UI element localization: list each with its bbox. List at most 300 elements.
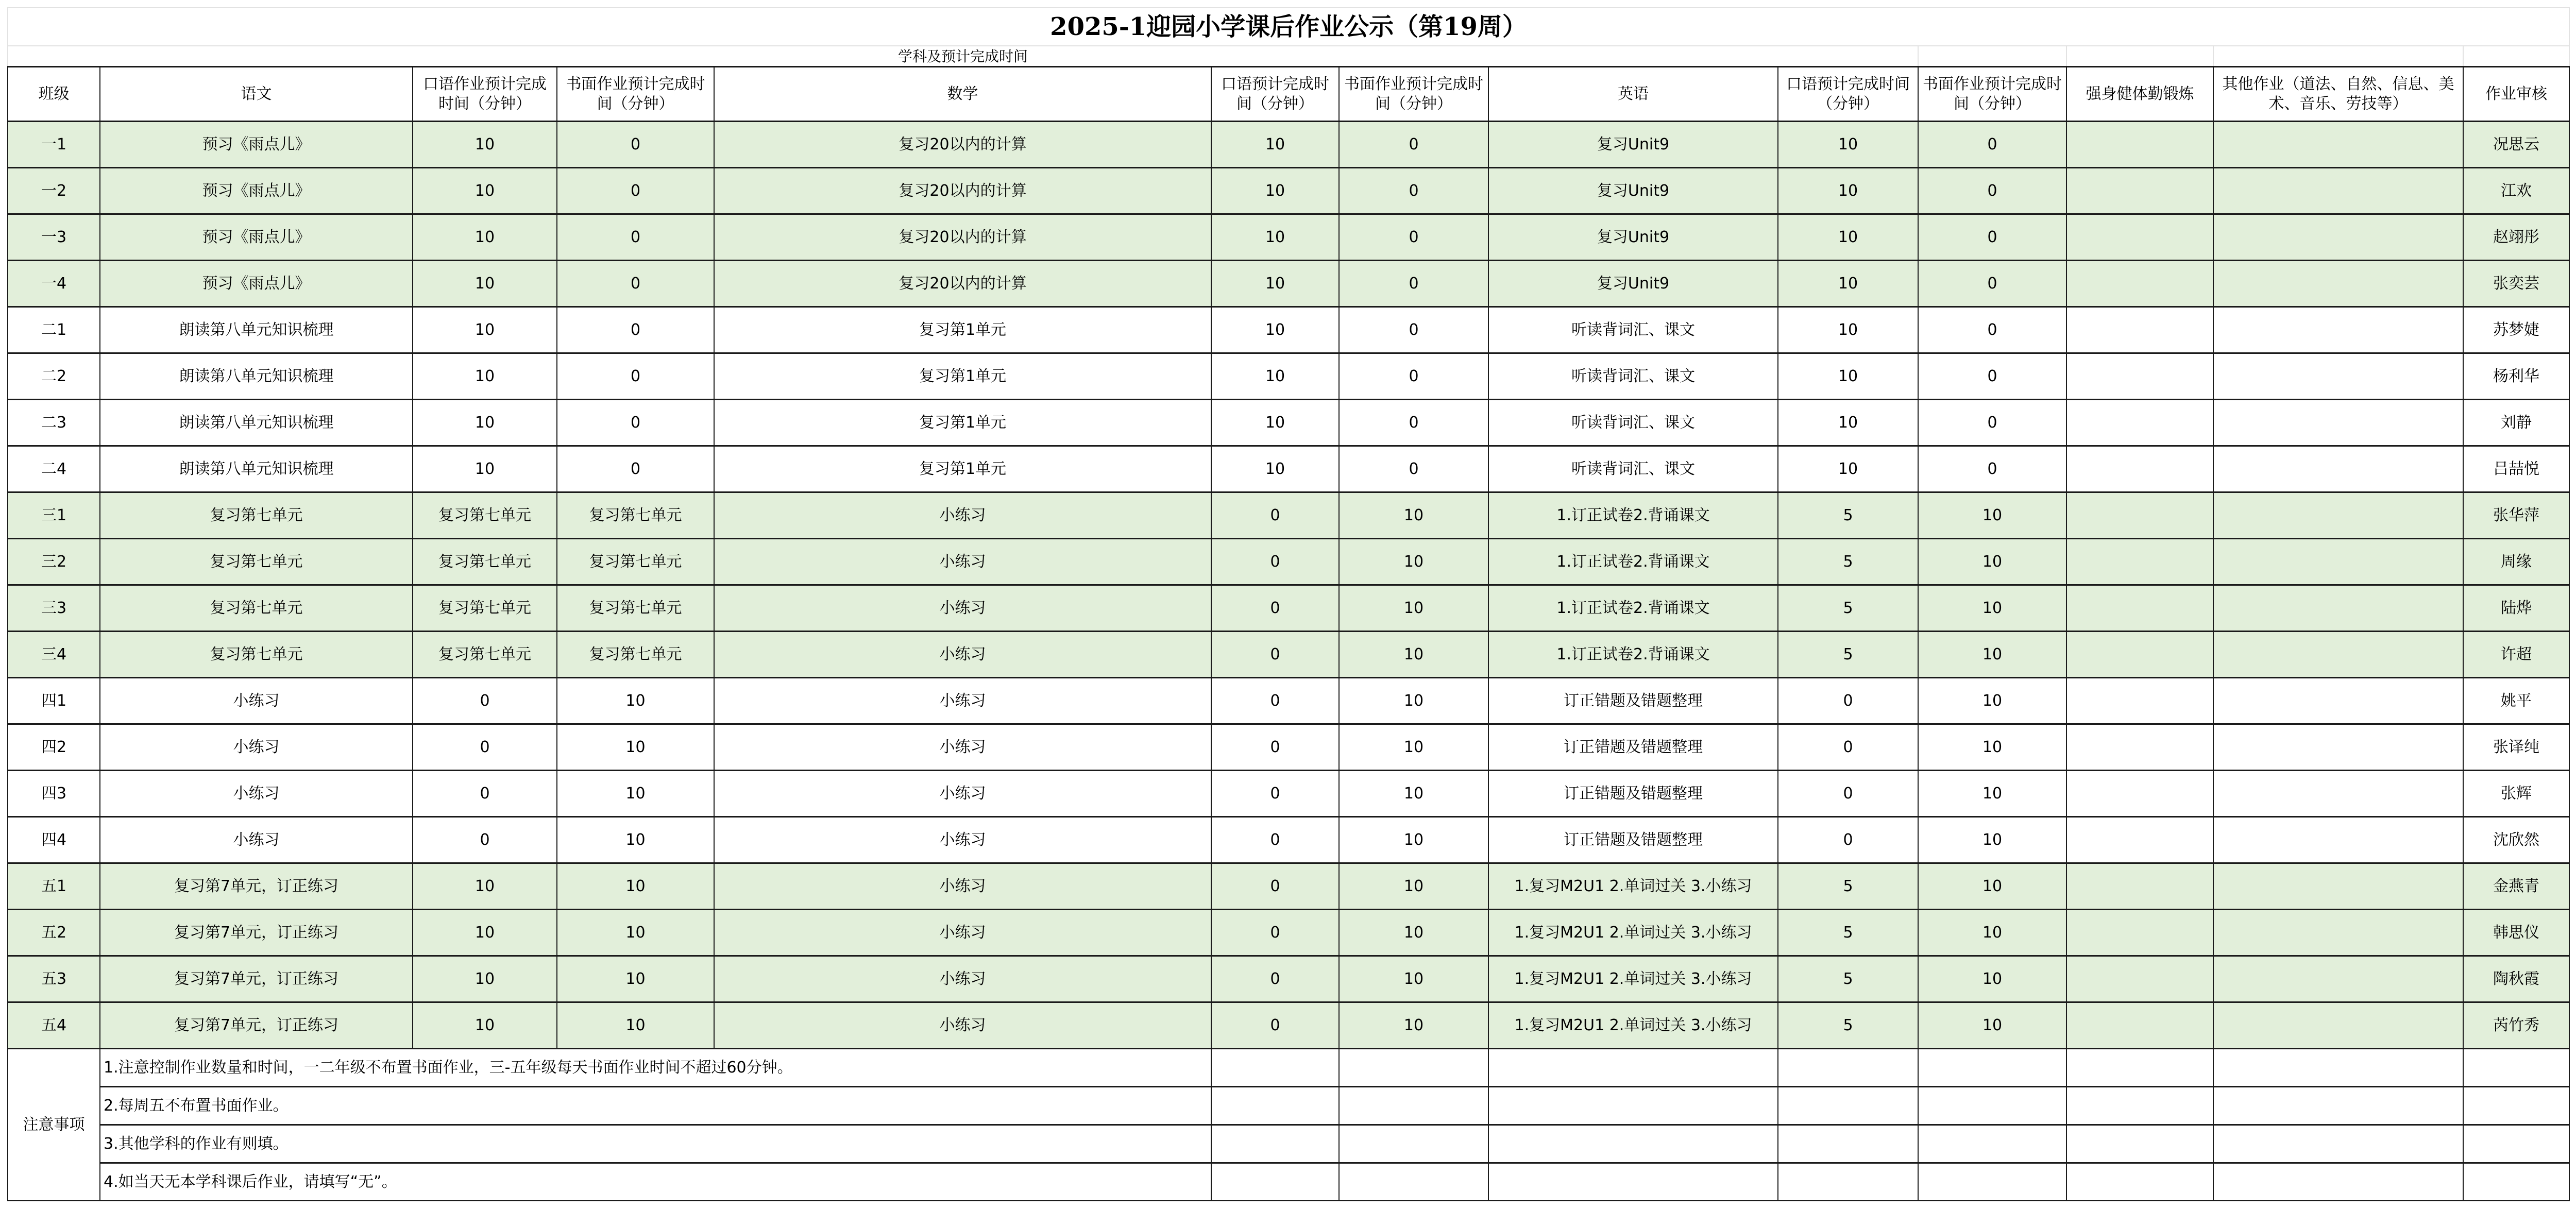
cell-math-oral-time[interactable]: 10 xyxy=(1211,122,1339,168)
cell-chinese-written-time[interactable]: 10 xyxy=(557,910,714,956)
cell-chinese-oral-time[interactable]: 复习第七单元 xyxy=(413,539,557,585)
cell-math-oral-time[interactable]: 0 xyxy=(1211,1002,1339,1049)
cell-chinese-oral-time[interactable]: 10 xyxy=(413,400,557,446)
cell-chinese[interactable]: 预习《雨点儿》 xyxy=(100,214,413,261)
cell-chinese[interactable]: 复习第七单元 xyxy=(100,632,413,678)
cell-english-written-time[interactable]: 10 xyxy=(1918,585,2066,632)
cell-exercise[interactable] xyxy=(2066,585,2213,632)
header-math-written-time[interactable]: 书面作业预计完成时间（分钟） xyxy=(1339,67,1488,122)
cell-math-oral-time[interactable]: 0 xyxy=(1211,863,1339,910)
cell-other-homework[interactable] xyxy=(2213,817,2463,863)
cell-math[interactable]: 复习20以内的计算 xyxy=(714,122,1211,168)
empty-cell[interactable] xyxy=(1488,1125,1778,1163)
cell-reviewer[interactable]: 张译纯 xyxy=(2463,724,2569,771)
cell-class[interactable]: 一3 xyxy=(8,214,100,261)
header-exercise[interactable]: 强身健体勤锻炼 xyxy=(2066,67,2213,122)
cell-chinese-written-time[interactable]: 0 xyxy=(557,168,714,214)
cell-english[interactable]: 复习Unit9 xyxy=(1488,168,1778,214)
cell-class[interactable]: 四3 xyxy=(8,771,100,817)
cell-chinese-oral-time[interactable]: 复习第七单元 xyxy=(413,585,557,632)
cell-math-written-time[interactable]: 10 xyxy=(1339,956,1488,1002)
cell-exercise[interactable] xyxy=(2066,678,2213,724)
header-english-oral-time[interactable]: 口语预计完成时间（分钟） xyxy=(1778,67,1918,122)
cell-chinese[interactable]: 朗读第八单元知识梳理 xyxy=(100,307,413,353)
empty-cell[interactable] xyxy=(1339,1125,1488,1163)
cell-reviewer[interactable]: 沈欣然 xyxy=(2463,817,2569,863)
cell-chinese-oral-time[interactable]: 10 xyxy=(413,956,557,1002)
empty-cell[interactable] xyxy=(2213,1049,2463,1087)
cell-math-oral-time[interactable]: 0 xyxy=(1211,910,1339,956)
cell-chinese-oral-time[interactable]: 复习第七单元 xyxy=(413,632,557,678)
cell-exercise[interactable] xyxy=(2066,817,2213,863)
cell-exercise[interactable] xyxy=(2066,492,2213,539)
cell-reviewer[interactable]: 陆烨 xyxy=(2463,585,2569,632)
cell-chinese[interactable]: 复习第七单元 xyxy=(100,585,413,632)
cell-math-written-time[interactable]: 0 xyxy=(1339,122,1488,168)
cell-chinese-written-time[interactable]: 复习第七单元 xyxy=(557,492,714,539)
cell-other-homework[interactable] xyxy=(2213,678,2463,724)
cell-reviewer[interactable]: 张奕芸 xyxy=(2463,261,2569,307)
cell-chinese-written-time[interactable]: 10 xyxy=(557,771,714,817)
cell-math[interactable]: 小练习 xyxy=(714,956,1211,1002)
cell-math-written-time[interactable]: 10 xyxy=(1339,910,1488,956)
cell-class[interactable]: 三2 xyxy=(8,539,100,585)
cell-english-oral-time[interactable]: 5 xyxy=(1778,1002,1918,1049)
cell-math[interactable]: 小练习 xyxy=(714,817,1211,863)
cell-chinese-written-time[interactable]: 10 xyxy=(557,817,714,863)
cell-english-written-time[interactable]: 10 xyxy=(1918,771,2066,817)
cell-other-homework[interactable] xyxy=(2213,353,2463,400)
cell-exercise[interactable] xyxy=(2066,632,2213,678)
cell-english[interactable]: 1.订正试卷2.背诵课文 xyxy=(1488,632,1778,678)
empty-cell[interactable] xyxy=(1778,1087,1918,1125)
cell-other-homework[interactable] xyxy=(2213,261,2463,307)
cell-english[interactable]: 订正错题及错题整理 xyxy=(1488,817,1778,863)
cell-chinese[interactable]: 小练习 xyxy=(100,724,413,771)
cell-reviewer[interactable]: 江欢 xyxy=(2463,168,2569,214)
cell-english-oral-time[interactable]: 5 xyxy=(1778,863,1918,910)
cell-chinese-written-time[interactable]: 0 xyxy=(557,122,714,168)
cell-class[interactable]: 二3 xyxy=(8,400,100,446)
header-chinese[interactable]: 语文 xyxy=(100,67,413,122)
cell-exercise[interactable] xyxy=(2066,446,2213,492)
cell-english-written-time[interactable]: 10 xyxy=(1918,724,2066,771)
cell-english-written-time[interactable]: 10 xyxy=(1918,492,2066,539)
empty-cell[interactable] xyxy=(1488,1049,1778,1087)
cell-english-written-time[interactable]: 10 xyxy=(1918,1002,2066,1049)
cell-chinese-oral-time[interactable]: 10 xyxy=(413,168,557,214)
cell-math-oral-time[interactable]: 10 xyxy=(1211,446,1339,492)
cell-class[interactable]: 三3 xyxy=(8,585,100,632)
note-item[interactable]: 4.如当天无本学科课后作业，请填写“无”。 xyxy=(100,1163,1211,1201)
cell-class[interactable]: 二4 xyxy=(8,446,100,492)
cell-math-written-time[interactable]: 10 xyxy=(1339,632,1488,678)
cell-math[interactable]: 复习第1单元 xyxy=(714,307,1211,353)
cell-math-written-time[interactable]: 10 xyxy=(1339,585,1488,632)
cell-class[interactable]: 一4 xyxy=(8,261,100,307)
header-english-written-time[interactable]: 书面作业预计完成时间（分钟） xyxy=(1918,67,2066,122)
empty-cell[interactable] xyxy=(1778,1163,1918,1201)
cell-math-oral-time[interactable]: 0 xyxy=(1211,632,1339,678)
cell-reviewer[interactable]: 刘静 xyxy=(2463,400,2569,446)
cell-math-written-time[interactable]: 0 xyxy=(1339,353,1488,400)
cell-math-written-time[interactable]: 10 xyxy=(1339,863,1488,910)
cell-english[interactable]: 听读背词汇、课文 xyxy=(1488,446,1778,492)
header-reviewer[interactable]: 作业审核 xyxy=(2463,67,2569,122)
cell-chinese-oral-time[interactable]: 0 xyxy=(413,771,557,817)
cell-math[interactable]: 小练习 xyxy=(714,724,1211,771)
cell-math-written-time[interactable]: 0 xyxy=(1339,400,1488,446)
cell-math-oral-time[interactable]: 10 xyxy=(1211,168,1339,214)
cell-chinese-oral-time[interactable]: 0 xyxy=(413,678,557,724)
cell-english-oral-time[interactable]: 5 xyxy=(1778,910,1918,956)
cell-other-homework[interactable] xyxy=(2213,632,2463,678)
cell-math-written-time[interactable]: 10 xyxy=(1339,539,1488,585)
cell-english-oral-time[interactable]: 5 xyxy=(1778,585,1918,632)
cell-other-homework[interactable] xyxy=(2213,446,2463,492)
cell-english[interactable]: 订正错题及错题整理 xyxy=(1488,771,1778,817)
cell-english-oral-time[interactable]: 5 xyxy=(1778,539,1918,585)
cell-english-oral-time[interactable]: 5 xyxy=(1778,632,1918,678)
cell-math-oral-time[interactable]: 10 xyxy=(1211,261,1339,307)
cell-english-written-time[interactable]: 0 xyxy=(1918,353,2066,400)
notes-label[interactable]: 注意事项 xyxy=(8,1049,100,1201)
empty-cell[interactable] xyxy=(1918,1125,2066,1163)
cell-math[interactable]: 小练习 xyxy=(714,539,1211,585)
cell-chinese-written-time[interactable]: 0 xyxy=(557,261,714,307)
empty-cell[interactable] xyxy=(1918,46,2066,67)
cell-other-homework[interactable] xyxy=(2213,539,2463,585)
header-english[interactable]: 英语 xyxy=(1488,67,1778,122)
cell-exercise[interactable] xyxy=(2066,956,2213,1002)
cell-english[interactable]: 听读背词汇、课文 xyxy=(1488,400,1778,446)
cell-reviewer[interactable]: 赵翊彤 xyxy=(2463,214,2569,261)
cell-chinese-oral-time[interactable]: 10 xyxy=(413,910,557,956)
cell-english-written-time[interactable]: 10 xyxy=(1918,910,2066,956)
empty-cell[interactable] xyxy=(2213,1163,2463,1201)
cell-english[interactable]: 1.复习M2U1 2.单词过关 3.小练习 xyxy=(1488,1002,1778,1049)
cell-other-homework[interactable] xyxy=(2213,400,2463,446)
cell-english-oral-time[interactable]: 0 xyxy=(1778,817,1918,863)
cell-reviewer[interactable]: 韩思仪 xyxy=(2463,910,2569,956)
cell-exercise[interactable] xyxy=(2066,771,2213,817)
cell-english-oral-time[interactable]: 10 xyxy=(1778,122,1918,168)
cell-class[interactable]: 一2 xyxy=(8,168,100,214)
empty-cell[interactable] xyxy=(2213,1125,2463,1163)
cell-math[interactable]: 小练习 xyxy=(714,585,1211,632)
empty-cell[interactable] xyxy=(1211,1163,1339,1201)
cell-chinese-written-time[interactable]: 10 xyxy=(557,1002,714,1049)
empty-cell[interactable] xyxy=(2463,1125,2569,1163)
cell-math-oral-time[interactable]: 0 xyxy=(1211,724,1339,771)
cell-chinese-written-time[interactable]: 复习第七单元 xyxy=(557,585,714,632)
cell-class[interactable]: 一1 xyxy=(8,122,100,168)
cell-chinese-written-time[interactable]: 10 xyxy=(557,956,714,1002)
empty-cell[interactable] xyxy=(2213,46,2463,67)
cell-math-written-time[interactable]: 10 xyxy=(1339,724,1488,771)
cell-chinese[interactable]: 预习《雨点儿》 xyxy=(100,122,413,168)
cell-math-written-time[interactable]: 0 xyxy=(1339,214,1488,261)
cell-english-written-time[interactable]: 0 xyxy=(1918,261,2066,307)
cell-english-written-time[interactable]: 10 xyxy=(1918,539,2066,585)
cell-exercise[interactable] xyxy=(2066,261,2213,307)
cell-chinese-written-time[interactable]: 10 xyxy=(557,724,714,771)
cell-math-oral-time[interactable]: 10 xyxy=(1211,353,1339,400)
cell-exercise[interactable] xyxy=(2066,910,2213,956)
cell-english-written-time[interactable]: 10 xyxy=(1918,678,2066,724)
cell-math-oral-time[interactable]: 0 xyxy=(1211,678,1339,724)
cell-chinese[interactable]: 小练习 xyxy=(100,771,413,817)
cell-other-homework[interactable] xyxy=(2213,863,2463,910)
cell-exercise[interactable] xyxy=(2066,122,2213,168)
cell-chinese-written-time[interactable]: 0 xyxy=(557,446,714,492)
empty-cell[interactable] xyxy=(1211,1125,1339,1163)
cell-other-homework[interactable] xyxy=(2213,168,2463,214)
empty-cell[interactable] xyxy=(2066,1125,2213,1163)
cell-chinese-oral-time[interactable]: 10 xyxy=(413,353,557,400)
empty-cell[interactable] xyxy=(1918,1087,2066,1125)
cell-chinese-oral-time[interactable]: 10 xyxy=(413,446,557,492)
header-other-homework[interactable]: 其他作业（道法、自然、信息、美术、音乐、劳技等） xyxy=(2213,67,2463,122)
empty-cell[interactable] xyxy=(2463,1049,2569,1087)
cell-english-written-time[interactable]: 0 xyxy=(1918,214,2066,261)
cell-chinese[interactable]: 复习第7单元，订正练习 xyxy=(100,956,413,1002)
cell-math-written-time[interactable]: 0 xyxy=(1339,307,1488,353)
cell-english[interactable]: 1.复习M2U1 2.单词过关 3.小练习 xyxy=(1488,863,1778,910)
cell-english[interactable]: 1.复习M2U1 2.单词过关 3.小练习 xyxy=(1488,910,1778,956)
cell-math[interactable]: 复习第1单元 xyxy=(714,353,1211,400)
empty-cell[interactable] xyxy=(1339,1087,1488,1125)
cell-other-homework[interactable] xyxy=(2213,585,2463,632)
cell-chinese[interactable]: 复习第七单元 xyxy=(100,492,413,539)
cell-chinese[interactable]: 朗读第八单元知识梳理 xyxy=(100,353,413,400)
cell-math-oral-time[interactable]: 10 xyxy=(1211,307,1339,353)
cell-class[interactable]: 四2 xyxy=(8,724,100,771)
cell-english[interactable]: 订正错题及错题整理 xyxy=(1488,724,1778,771)
cell-english[interactable]: 复习Unit9 xyxy=(1488,214,1778,261)
cell-reviewer[interactable]: 吕喆悦 xyxy=(2463,446,2569,492)
empty-cell[interactable] xyxy=(2463,1163,2569,1201)
cell-exercise[interactable] xyxy=(2066,863,2213,910)
cell-math-oral-time[interactable]: 0 xyxy=(1211,539,1339,585)
cell-chinese-written-time[interactable]: 0 xyxy=(557,214,714,261)
empty-cell[interactable] xyxy=(2066,46,2213,67)
cell-english-written-time[interactable]: 10 xyxy=(1918,863,2066,910)
cell-english-oral-time[interactable]: 0 xyxy=(1778,678,1918,724)
cell-exercise[interactable] xyxy=(2066,214,2213,261)
cell-chinese[interactable]: 小练习 xyxy=(100,678,413,724)
header-class[interactable]: 班级 xyxy=(8,67,100,122)
empty-cell[interactable] xyxy=(2463,1087,2569,1125)
cell-chinese-written-time[interactable]: 0 xyxy=(557,353,714,400)
empty-cell[interactable] xyxy=(1211,1049,1339,1087)
header-math-oral-time[interactable]: 口语预计完成时间（分钟） xyxy=(1211,67,1339,122)
cell-chinese-written-time[interactable]: 0 xyxy=(557,307,714,353)
cell-chinese[interactable]: 复习第七单元 xyxy=(100,539,413,585)
cell-reviewer[interactable]: 周缘 xyxy=(2463,539,2569,585)
cell-other-homework[interactable] xyxy=(2213,122,2463,168)
cell-reviewer[interactable]: 许超 xyxy=(2463,632,2569,678)
cell-chinese[interactable]: 复习第7单元，订正练习 xyxy=(100,863,413,910)
cell-math[interactable]: 小练习 xyxy=(714,771,1211,817)
cell-chinese-oral-time[interactable]: 10 xyxy=(413,261,557,307)
cell-reviewer[interactable]: 金燕青 xyxy=(2463,863,2569,910)
cell-class[interactable]: 四1 xyxy=(8,678,100,724)
cell-class[interactable]: 二1 xyxy=(8,307,100,353)
cell-math[interactable]: 小练习 xyxy=(714,492,1211,539)
cell-english-oral-time[interactable]: 10 xyxy=(1778,168,1918,214)
cell-english[interactable]: 订正错题及错题整理 xyxy=(1488,678,1778,724)
cell-math-written-time[interactable]: 10 xyxy=(1339,492,1488,539)
empty-cell[interactable] xyxy=(2066,1049,2213,1087)
cell-math-written-time[interactable]: 10 xyxy=(1339,771,1488,817)
note-item[interactable]: 2.每周五不布置书面作业。 xyxy=(100,1087,1211,1125)
empty-cell[interactable] xyxy=(2213,1087,2463,1125)
cell-exercise[interactable] xyxy=(2066,724,2213,771)
cell-english[interactable]: 复习Unit9 xyxy=(1488,261,1778,307)
cell-reviewer[interactable]: 张华萍 xyxy=(2463,492,2569,539)
cell-math[interactable]: 小练习 xyxy=(714,678,1211,724)
cell-math-written-time[interactable]: 10 xyxy=(1339,1002,1488,1049)
cell-english-oral-time[interactable]: 10 xyxy=(1778,400,1918,446)
cell-chinese[interactable]: 小练习 xyxy=(100,817,413,863)
cell-english[interactable]: 1.复习M2U1 2.单词过关 3.小练习 xyxy=(1488,956,1778,1002)
cell-chinese-oral-time[interactable]: 10 xyxy=(413,122,557,168)
cell-chinese-oral-time[interactable]: 0 xyxy=(413,724,557,771)
cell-other-homework[interactable] xyxy=(2213,307,2463,353)
cell-exercise[interactable] xyxy=(2066,539,2213,585)
cell-class[interactable]: 五3 xyxy=(8,956,100,1002)
cell-english-oral-time[interactable]: 10 xyxy=(1778,446,1918,492)
note-item[interactable]: 1.注意控制作业数量和时间，一二年级不布置书面作业，三-五年级每天书面作业时间不超过60分钟。 xyxy=(100,1049,1211,1087)
cell-chinese[interactable]: 复习第7单元，订正练习 xyxy=(100,1002,413,1049)
cell-exercise[interactable] xyxy=(2066,400,2213,446)
cell-reviewer[interactable]: 杨利华 xyxy=(2463,353,2569,400)
cell-english-oral-time[interactable]: 0 xyxy=(1778,771,1918,817)
header-chinese-written-time[interactable]: 书面作业预计完成时间（分钟） xyxy=(557,67,714,122)
cell-math-oral-time[interactable]: 0 xyxy=(1211,817,1339,863)
cell-english[interactable]: 1.订正试卷2.背诵课文 xyxy=(1488,492,1778,539)
cell-english-oral-time[interactable]: 10 xyxy=(1778,261,1918,307)
cell-math-oral-time[interactable]: 0 xyxy=(1211,492,1339,539)
cell-english-oral-time[interactable]: 10 xyxy=(1778,307,1918,353)
cell-exercise[interactable] xyxy=(2066,307,2213,353)
cell-chinese-written-time[interactable]: 0 xyxy=(557,400,714,446)
cell-math-oral-time[interactable]: 10 xyxy=(1211,400,1339,446)
cell-math[interactable]: 复习20以内的计算 xyxy=(714,168,1211,214)
cell-english-written-time[interactable]: 0 xyxy=(1918,400,2066,446)
cell-other-homework[interactable] xyxy=(2213,910,2463,956)
header-math[interactable]: 数学 xyxy=(714,67,1211,122)
cell-chinese[interactable]: 预习《雨点儿》 xyxy=(100,168,413,214)
cell-chinese[interactable]: 朗读第八单元知识梳理 xyxy=(100,400,413,446)
cell-other-homework[interactable] xyxy=(2213,214,2463,261)
empty-cell[interactable] xyxy=(1211,1087,1339,1125)
cell-chinese[interactable]: 预习《雨点儿》 xyxy=(100,261,413,307)
cell-other-homework[interactable] xyxy=(2213,771,2463,817)
cell-english-written-time[interactable]: 0 xyxy=(1918,307,2066,353)
cell-math-written-time[interactable]: 0 xyxy=(1339,168,1488,214)
cell-math[interactable]: 复习第1单元 xyxy=(714,446,1211,492)
subject-group-label[interactable]: 学科及预计完成时间 xyxy=(8,46,1918,67)
cell-exercise[interactable] xyxy=(2066,1002,2213,1049)
cell-math-oral-time[interactable]: 0 xyxy=(1211,771,1339,817)
cell-math[interactable]: 小练习 xyxy=(714,863,1211,910)
cell-english-oral-time[interactable]: 10 xyxy=(1778,214,1918,261)
empty-cell[interactable] xyxy=(2463,46,2569,67)
cell-english[interactable]: 1.订正试卷2.背诵课文 xyxy=(1488,539,1778,585)
empty-cell[interactable] xyxy=(1918,1049,2066,1087)
cell-class[interactable]: 五4 xyxy=(8,1002,100,1049)
note-item[interactable]: 3.其他学科的作业有则填。 xyxy=(100,1125,1211,1163)
cell-reviewer[interactable]: 苏梦婕 xyxy=(2463,307,2569,353)
cell-reviewer[interactable]: 陶秋霞 xyxy=(2463,956,2569,1002)
cell-math-written-time[interactable]: 0 xyxy=(1339,261,1488,307)
empty-cell[interactable] xyxy=(1918,1163,2066,1201)
cell-chinese-oral-time[interactable]: 10 xyxy=(413,863,557,910)
cell-english[interactable]: 听读背词汇、课文 xyxy=(1488,307,1778,353)
cell-other-homework[interactable] xyxy=(2213,492,2463,539)
cell-english[interactable]: 听读背词汇、课文 xyxy=(1488,353,1778,400)
cell-english[interactable]: 复习Unit9 xyxy=(1488,122,1778,168)
cell-class[interactable]: 四4 xyxy=(8,817,100,863)
cell-reviewer[interactable]: 况思云 xyxy=(2463,122,2569,168)
cell-chinese-oral-time[interactable]: 复习第七单元 xyxy=(413,492,557,539)
empty-cell[interactable] xyxy=(1488,1163,1778,1201)
cell-math-written-time[interactable]: 0 xyxy=(1339,446,1488,492)
cell-class[interactable]: 二2 xyxy=(8,353,100,400)
cell-other-homework[interactable] xyxy=(2213,956,2463,1002)
cell-math[interactable]: 复习第1单元 xyxy=(714,400,1211,446)
cell-math-oral-time[interactable]: 10 xyxy=(1211,214,1339,261)
header-chinese-oral-time[interactable]: 口语作业预计完成时间（分钟） xyxy=(413,67,557,122)
empty-cell[interactable] xyxy=(1488,1087,1778,1125)
cell-english-written-time[interactable]: 10 xyxy=(1918,632,2066,678)
cell-chinese-oral-time[interactable]: 0 xyxy=(413,817,557,863)
empty-cell[interactable] xyxy=(2066,1163,2213,1201)
cell-exercise[interactable] xyxy=(2066,353,2213,400)
cell-english-written-time[interactable]: 0 xyxy=(1918,122,2066,168)
cell-math[interactable]: 小练习 xyxy=(714,632,1211,678)
cell-chinese-oral-time[interactable]: 10 xyxy=(413,1002,557,1049)
cell-math-oral-time[interactable]: 0 xyxy=(1211,956,1339,1002)
cell-math[interactable]: 复习20以内的计算 xyxy=(714,261,1211,307)
cell-reviewer[interactable]: 芮竹秀 xyxy=(2463,1002,2569,1049)
cell-english-written-time[interactable]: 10 xyxy=(1918,956,2066,1002)
cell-other-homework[interactable] xyxy=(2213,724,2463,771)
empty-cell[interactable] xyxy=(2066,1087,2213,1125)
cell-math-written-time[interactable]: 10 xyxy=(1339,817,1488,863)
cell-english-oral-time[interactable]: 5 xyxy=(1778,492,1918,539)
cell-chinese-oral-time[interactable]: 10 xyxy=(413,307,557,353)
empty-cell[interactable] xyxy=(1778,1049,1918,1087)
cell-english-written-time[interactable]: 0 xyxy=(1918,446,2066,492)
cell-reviewer[interactable]: 姚平 xyxy=(2463,678,2569,724)
cell-other-homework[interactable] xyxy=(2213,1002,2463,1049)
cell-english-oral-time[interactable]: 5 xyxy=(1778,956,1918,1002)
empty-cell[interactable] xyxy=(1339,1049,1488,1087)
cell-english-oral-time[interactable]: 10 xyxy=(1778,353,1918,400)
cell-chinese-written-time[interactable]: 10 xyxy=(557,863,714,910)
cell-class[interactable]: 五1 xyxy=(8,863,100,910)
cell-math-written-time[interactable]: 10 xyxy=(1339,678,1488,724)
cell-math[interactable]: 小练习 xyxy=(714,910,1211,956)
cell-chinese-written-time[interactable]: 复习第七单元 xyxy=(557,539,714,585)
cell-math-oral-time[interactable]: 0 xyxy=(1211,585,1339,632)
cell-chinese-written-time[interactable]: 10 xyxy=(557,678,714,724)
sheet-title[interactable]: 2025-1迎园小学课后作业公示（第19周） xyxy=(8,8,2569,46)
cell-exercise[interactable] xyxy=(2066,168,2213,214)
